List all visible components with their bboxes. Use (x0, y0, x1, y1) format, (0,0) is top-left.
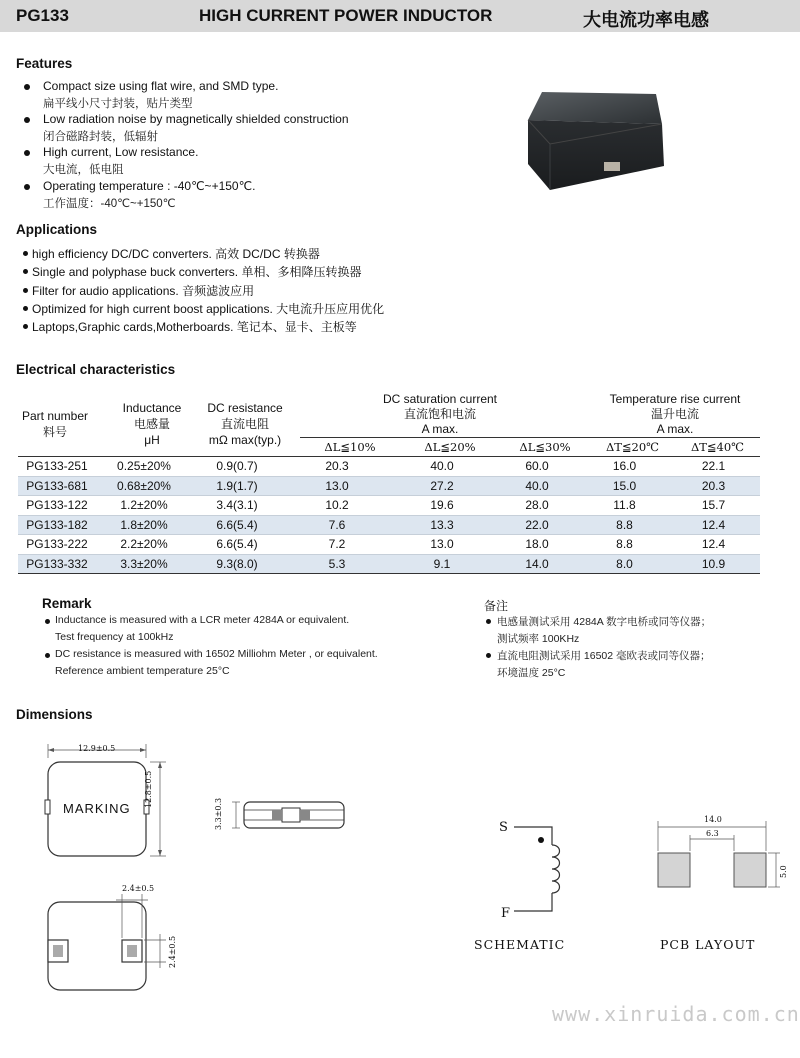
table-body (18, 457, 760, 574)
table-row (18, 516, 760, 536)
table-cell: 0.9(0.7) (216, 459, 258, 474)
remark-line: 直流电阻测试采用 16502 毫欧表或同等仪器； (497, 650, 711, 662)
bullet-icon (24, 184, 30, 190)
table-cell: PG133-182 (26, 517, 88, 532)
header-bar (0, 0, 800, 32)
table-cell: 10.9 (701, 556, 726, 571)
table-cell: 16.0 (612, 459, 637, 474)
col-header-part: Part number 料号 (21, 409, 89, 439)
table-cell: 8.8 (616, 517, 633, 532)
feature-item-en: High current, Low resistance. (43, 145, 199, 159)
sub-header: ΔL≦30% (519, 440, 571, 454)
pcb-layout-drawing (650, 815, 790, 900)
bullet-icon (45, 653, 50, 658)
application-item: high efficiency DC/DC converters. 高效 DC/DC 转换器 (32, 247, 320, 261)
table-cell: 22.0 (525, 517, 549, 532)
bullet-icon (45, 619, 50, 624)
dim-pad-height: 2.4±0.5 (168, 935, 177, 968)
schematic-f: F (501, 906, 511, 921)
feature-item-cn: 大电流，低电阻 (43, 164, 124, 176)
table-cell: 15.0 (612, 478, 637, 493)
side-view-drawing (210, 796, 350, 836)
table-cell: 1.9(1.7) (216, 478, 258, 493)
col-header-temperature: Temperature rise current 温升电流 A max. (609, 392, 741, 436)
remark-line: 环境温度 25°C (497, 667, 566, 679)
table-cell: 27.2 (430, 478, 454, 493)
table-cell: 20.3 (325, 459, 349, 474)
bullet-icon (23, 306, 28, 311)
table-row (18, 477, 760, 497)
table-cell: PG133-222 (26, 537, 88, 552)
remark-line: 测试频率 100KHz (497, 633, 580, 645)
table-cell: 7.2 (328, 537, 346, 552)
table-cell: 3.4(3.1) (216, 498, 258, 513)
col-header-inductance: Inductance 电感量 μH (122, 401, 182, 447)
table-cell: 40.0 (525, 478, 549, 493)
bullet-icon (23, 324, 28, 329)
table-row (18, 535, 760, 555)
table-cell: 12.4 (701, 537, 726, 552)
table-cell: 13.0 (430, 537, 454, 552)
bullet-icon (24, 117, 30, 123)
application-item: Single and polyphase buck converters. 单相、多相降压转换器 (32, 265, 362, 279)
schematic-s: S (499, 820, 508, 835)
table-cell: 9.1 (433, 556, 451, 571)
sub-header: ΔL≦10% (324, 440, 376, 454)
electrical-table (0, 390, 800, 580)
feature-item-cn: 扁平线小尺寸封装，贴片类型 (43, 98, 193, 110)
dim-pcb-total: 14.0 (704, 815, 722, 824)
table-cell: 18.0 (525, 537, 549, 552)
table-cell: PG133-122 (26, 498, 88, 513)
dim-side-height: 3.3±0.3 (214, 797, 223, 830)
table-cell: 60.0 (525, 459, 549, 474)
watermark-text: www.xinruida.com.cn (552, 1002, 800, 1026)
col-header-saturation: DC saturation current 直流饱和电流 A max. (382, 392, 498, 436)
dim-top-height: 12.8±0.5 (144, 770, 153, 808)
table-cell: 14.0 (525, 556, 549, 571)
bullet-icon (24, 150, 30, 156)
dimensions-title: Dimensions (16, 707, 93, 722)
table-cell: 10.2 (325, 498, 349, 513)
polarity-dot-icon (538, 837, 544, 843)
table-row (18, 457, 760, 477)
feature-item-cn: 闭合磁路封装，低辐射 (43, 131, 158, 143)
bullet-icon (23, 251, 28, 256)
applications-title: Applications (16, 222, 98, 237)
header-title-en: HIGH CURRENT POWER INDUCTOR (199, 6, 493, 25)
application-item: Optimized for high current boost applications. 大电流升压应用优化 (32, 302, 385, 316)
dim-pad-width: 2.4±0.5 (122, 884, 155, 893)
sub-header: ΔT≦40℃ (690, 440, 745, 454)
table-cell: 0.25±20% (117, 459, 171, 474)
schematic-label: SCHEMATIC (474, 937, 566, 952)
table-cell: 7.6 (328, 517, 346, 532)
remark-line: 电感量测试采用 4284A 数字电桥或同等仪器； (497, 616, 712, 628)
table-cell: 1.2±20% (120, 498, 168, 513)
table-cell: PG133-681 (26, 478, 88, 493)
bullet-icon (23, 269, 28, 274)
table-cell: 5.3 (328, 556, 346, 571)
table-cell: 6.6(5.4) (216, 537, 258, 552)
remark-title: Remark (42, 596, 92, 611)
table-cell: 22.1 (701, 459, 726, 474)
table-cell: 20.3 (701, 478, 726, 493)
bullet-icon (23, 288, 28, 293)
application-item: Filter for audio applications. 音频滤波应用 (32, 284, 255, 298)
feature-item-cn: 工作温度：-40℃~+150℃ (43, 198, 176, 210)
table-cell: PG133-251 (26, 459, 88, 474)
dim-pcb-gap: 6.3 (706, 829, 719, 838)
table-cell: PG133-332 (26, 556, 88, 571)
bullet-icon (24, 84, 30, 90)
marking-label: MARKING (63, 801, 131, 816)
application-item: Laptops,Graphic cards,Motherboards. 笔记本、显卡、主板等 (32, 320, 357, 334)
table-row (18, 496, 760, 516)
table-cell: 13.0 (325, 478, 349, 493)
feature-item-en: Operating temperature : -40℃~+150℃. (43, 179, 256, 193)
table-cell: 9.3(8.0) (216, 556, 258, 571)
header-divider (300, 437, 760, 438)
electrical-title: Electrical characteristics (16, 362, 176, 377)
table-cell: 19.6 (430, 498, 454, 513)
table-cell: 3.3±20% (120, 556, 168, 571)
features-title: Features (16, 56, 73, 71)
table-cell: 1.8±20% (120, 517, 168, 532)
inductor-product-photo (520, 86, 670, 196)
bottom-view-drawing (36, 880, 186, 995)
table-cell: 28.0 (525, 498, 549, 513)
table-row (18, 555, 760, 575)
pcb-layout-label: PCB LAYOUT (660, 937, 756, 952)
feature-item-en: Compact size using flat wire, and SMD type. (43, 79, 279, 93)
bullet-icon (486, 619, 491, 624)
remark-line: Reference ambient temperature 25°C (55, 665, 230, 677)
table-cell: 11.8 (613, 498, 636, 513)
remark-line: DC resistance is measured with 16502 Milliohm Meter , or equivalent. (55, 648, 378, 660)
remark-line: Test frequency at 100kHz (55, 631, 174, 643)
sub-header: ΔT≦20℃ (605, 440, 660, 454)
table-cell: 12.4 (701, 517, 726, 532)
table-cell: 6.6(5.4) (216, 517, 258, 532)
sub-header: ΔL≦20% (424, 440, 476, 454)
remark-line: Inductance is measured with a LCR meter 4284A or equivalent. (55, 614, 350, 626)
table-cell: 40.0 (430, 459, 454, 474)
feature-item-en: Low radiation noise by magnetically shielded construction (43, 112, 349, 126)
table-cell: 0.68±20% (117, 478, 171, 493)
remark-cn-title: 备注 (484, 599, 509, 613)
dim-pcb-height: 5.0 (779, 865, 788, 878)
table-cell: 8.8 (616, 537, 633, 552)
dim-top-width: 12.9±0.5 (78, 744, 116, 753)
table-cell: 13.3 (430, 517, 454, 532)
table-cell: 2.2±20% (120, 537, 168, 552)
table-cell: 15.7 (701, 498, 726, 513)
header-part-number: PG133 (16, 6, 69, 25)
header-title-cn: 大电流功率电感 (583, 10, 709, 30)
table-cell: 8.0 (616, 556, 633, 571)
col-header-dcr: DC resistance 直流电阻 mΩ max(typ.) (207, 401, 283, 447)
bullet-icon (486, 653, 491, 658)
